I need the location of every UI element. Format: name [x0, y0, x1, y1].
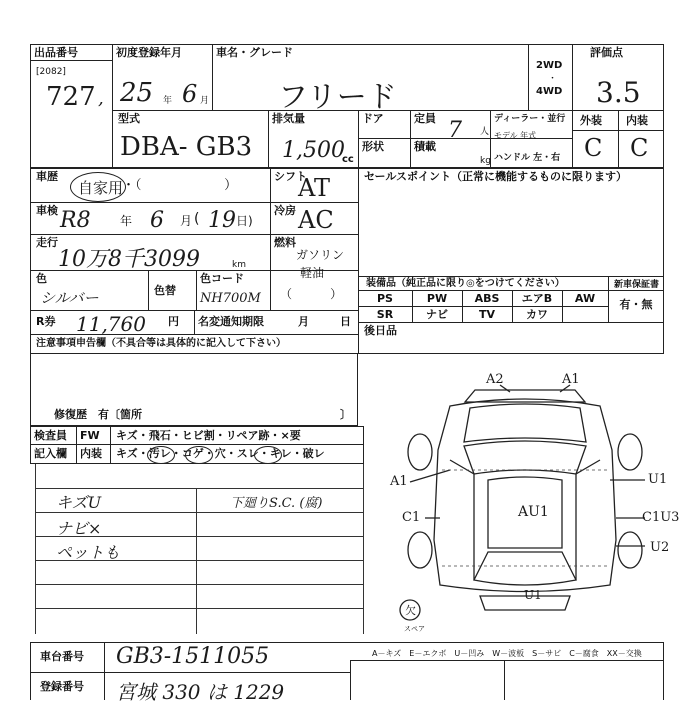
- color-code-label: 色コード: [200, 272, 244, 285]
- note-1: キズU: [56, 493, 102, 512]
- equip-navi: ナビ: [426, 308, 448, 321]
- mark-au1: AU1: [518, 504, 549, 520]
- divider: [528, 44, 529, 110]
- wd-dot: ・: [548, 74, 558, 84]
- color-value: シルバー: [40, 289, 99, 307]
- divider: [358, 168, 359, 354]
- lot-no-label: 出品番号: [34, 46, 78, 59]
- shift-value: AT: [298, 174, 331, 202]
- insp-day: 19: [208, 208, 236, 233]
- selling-points-label: セールスポイント（正常に機能するものに限ります）: [364, 170, 628, 183]
- mark-u2: U2: [650, 540, 670, 555]
- divider: [363, 464, 364, 634]
- name-change-label: 名変通知期限: [198, 315, 264, 328]
- damage-legend: A－キズ E－エクボ U－凹み W－波板 S－サビ C－腐食 XX－交換: [372, 649, 642, 658]
- note-4: 下廻りS.C. (腐): [230, 496, 323, 511]
- fuel-paren: （ ）: [280, 287, 343, 301]
- equipment-label: 装備品（純正品に限り◎をつけてください）: [366, 278, 565, 289]
- insp-month: 6: [150, 208, 164, 233]
- divider: [358, 276, 664, 277]
- color-change-label: 色替: [154, 284, 176, 297]
- hood: [464, 404, 586, 442]
- model-year-label: モデル 年式: [494, 131, 537, 140]
- equip-aw: AW: [574, 292, 596, 305]
- mileage-value: 10万8千3099: [58, 247, 200, 272]
- reg-no-label: 登録番号: [40, 680, 84, 693]
- mark-u1-rear: U1: [524, 588, 542, 602]
- wheel-fl: [408, 434, 432, 470]
- handle-label: ハンドル 左・右: [494, 153, 561, 163]
- wheel-rl: [408, 532, 432, 568]
- 2wd-label: 2WD: [536, 60, 563, 71]
- fw-label: FW: [80, 429, 100, 442]
- divider: [30, 234, 358, 235]
- day-label: 日: [340, 315, 351, 328]
- month-label: 月: [298, 315, 309, 328]
- mark-u1-right: U1: [648, 472, 668, 487]
- divider: [104, 642, 105, 700]
- model-name: フリード: [278, 80, 397, 115]
- divider: [270, 168, 271, 310]
- circle-mark: [254, 446, 282, 464]
- body-outline: [434, 399, 616, 592]
- note-line: [35, 608, 363, 609]
- note-line: [35, 584, 363, 585]
- divider: [504, 660, 505, 700]
- wheel-fr: [618, 434, 642, 470]
- aircon-label: 冷房: [274, 204, 296, 217]
- color-label: 色: [36, 272, 47, 285]
- fuel-gas: ガソリン: [296, 248, 345, 262]
- naisou-label: 内装: [80, 447, 102, 460]
- mark-c1u3: C1U3: [642, 510, 680, 525]
- entry-label: 記入欄: [34, 447, 67, 460]
- divider: [618, 110, 619, 168]
- model-type: DBA- GB3: [120, 132, 253, 162]
- divider: [76, 426, 77, 464]
- divider: [358, 290, 664, 291]
- new-warranty-label: 新車保証書: [614, 280, 660, 290]
- shape-label: 形状: [362, 140, 384, 153]
- interior-label: 内装: [626, 114, 648, 127]
- color-code-value: NH700M: [200, 291, 261, 306]
- mark-a2: A2: [486, 372, 504, 387]
- equip-abs: ABS: [474, 292, 500, 305]
- divider: [268, 110, 269, 168]
- insp-paren-open: (: [194, 211, 200, 227]
- rear-glass: [474, 552, 576, 585]
- equip-leather: カワ: [526, 308, 548, 321]
- note-2: ナビ×: [56, 519, 102, 538]
- equip-sr: SR: [376, 308, 394, 321]
- dealer-label: ディーラー・並行: [494, 114, 566, 124]
- divider: [212, 44, 213, 110]
- mark-a1-top: A1: [562, 372, 580, 387]
- notes-heading: 注意事項申告欄（不具合等は具体的に記入して下さい）: [36, 338, 286, 349]
- note-line: [35, 488, 363, 489]
- 4wd-label: 4WD: [536, 86, 563, 97]
- circle-mark: [185, 446, 213, 464]
- later-date-label: 後日品: [364, 324, 397, 337]
- mileage-label: 走行: [36, 236, 58, 249]
- divider: [30, 202, 358, 203]
- first-reg-label: 初度登録年月: [116, 46, 182, 59]
- divider: [350, 660, 351, 700]
- divider: [194, 310, 195, 334]
- lot-dot: ,: [98, 88, 104, 109]
- lot-sub: [2082]: [36, 67, 66, 77]
- warranty-value: 有・無: [619, 298, 653, 311]
- score-value: 3.5: [596, 76, 641, 109]
- divider: [30, 60, 112, 61]
- circle-mark: [147, 446, 175, 464]
- mark-c1: C1: [402, 510, 421, 525]
- type-label: 型式: [118, 112, 140, 125]
- repair-history-label: 修復歴 有〔箇所: [54, 408, 142, 421]
- divider: [410, 110, 411, 168]
- history-label: 車歴: [36, 170, 58, 183]
- exterior-grade: C: [584, 134, 603, 162]
- fuel-diesel: 軽油: [300, 266, 325, 280]
- wheel-rr: [618, 532, 642, 568]
- km-unit: km: [232, 260, 246, 270]
- door-label: ドア: [362, 112, 384, 125]
- insp-day-close: 日): [236, 214, 253, 228]
- mark-a1-left: A1: [390, 474, 408, 489]
- reg-year: 25: [120, 78, 154, 108]
- divider: [358, 322, 664, 323]
- divider: [148, 270, 149, 310]
- month-unit: 月: [200, 96, 210, 106]
- fw-items: キズ・飛石・ヒビ割・リペア跡・×要: [116, 429, 301, 442]
- divider: [30, 444, 364, 445]
- divider: [358, 110, 359, 168]
- year-unit: 年: [163, 96, 173, 106]
- shift-label: シフト: [274, 170, 307, 183]
- divider: [358, 138, 572, 139]
- reg-value: 宮城 330 は 1229: [116, 680, 285, 704]
- divider: [358, 306, 608, 307]
- front-bumper: [465, 390, 585, 402]
- insp-year: R8: [60, 208, 91, 233]
- interior-grade: C: [630, 134, 649, 162]
- cc-value: 1,500: [282, 138, 345, 163]
- exterior-label: 外装: [580, 114, 602, 127]
- note-3: ペットも: [56, 543, 121, 562]
- repair-close: 〕: [340, 408, 351, 421]
- equip-pw: PW: [426, 292, 448, 305]
- divider: [196, 488, 197, 634]
- equip-tv: TV: [478, 308, 496, 321]
- windshield: [464, 441, 586, 474]
- spare-label: スペア: [404, 625, 425, 633]
- history-circle: [70, 172, 126, 202]
- capacity-value: 7: [448, 118, 462, 143]
- divider: [30, 672, 350, 673]
- recycle-unit: 円: [168, 315, 179, 328]
- score-label: 評価点: [590, 46, 623, 59]
- mark-spare: 欠: [405, 604, 416, 617]
- aircon-value: AC: [298, 206, 334, 234]
- recycle-value: 11,760: [76, 312, 146, 336]
- insp-month-unit: 月: [180, 214, 193, 228]
- history-paren: ・（ ）: [122, 178, 238, 193]
- kg-unit: kg: [480, 156, 491, 166]
- reg-month: 6: [182, 80, 198, 108]
- inspection-label: 車検: [36, 204, 58, 217]
- displacement-label: 排気量: [272, 112, 305, 125]
- naisou-items: キズ・汚レ・コゲ・穴・スレ・キレ・破レ: [116, 447, 325, 460]
- person-unit: 人: [480, 127, 490, 137]
- insp-year-unit: 年: [120, 214, 133, 228]
- recycle-label: R券: [36, 315, 56, 328]
- inspector-label: 検査員: [34, 429, 67, 442]
- capacity-label: 定員: [414, 112, 436, 125]
- divider: [112, 44, 113, 168]
- fuel-label: 燃料: [274, 236, 296, 249]
- cc-unit: cc: [342, 154, 354, 165]
- model-grade-label: 車名・グレード: [216, 46, 293, 59]
- divider: [196, 270, 197, 310]
- load-label: 積載: [414, 140, 436, 153]
- divider: [350, 660, 664, 661]
- chassis-label: 車台番号: [40, 650, 84, 663]
- chassis-value: GB3-1511055: [116, 644, 270, 669]
- history-value: 自家用: [78, 179, 124, 197]
- lot-value: 727: [46, 82, 96, 112]
- divider: [572, 44, 573, 168]
- equip-ps: PS: [377, 292, 393, 305]
- equip-airbag: エアB: [521, 292, 553, 305]
- divider: [110, 426, 111, 464]
